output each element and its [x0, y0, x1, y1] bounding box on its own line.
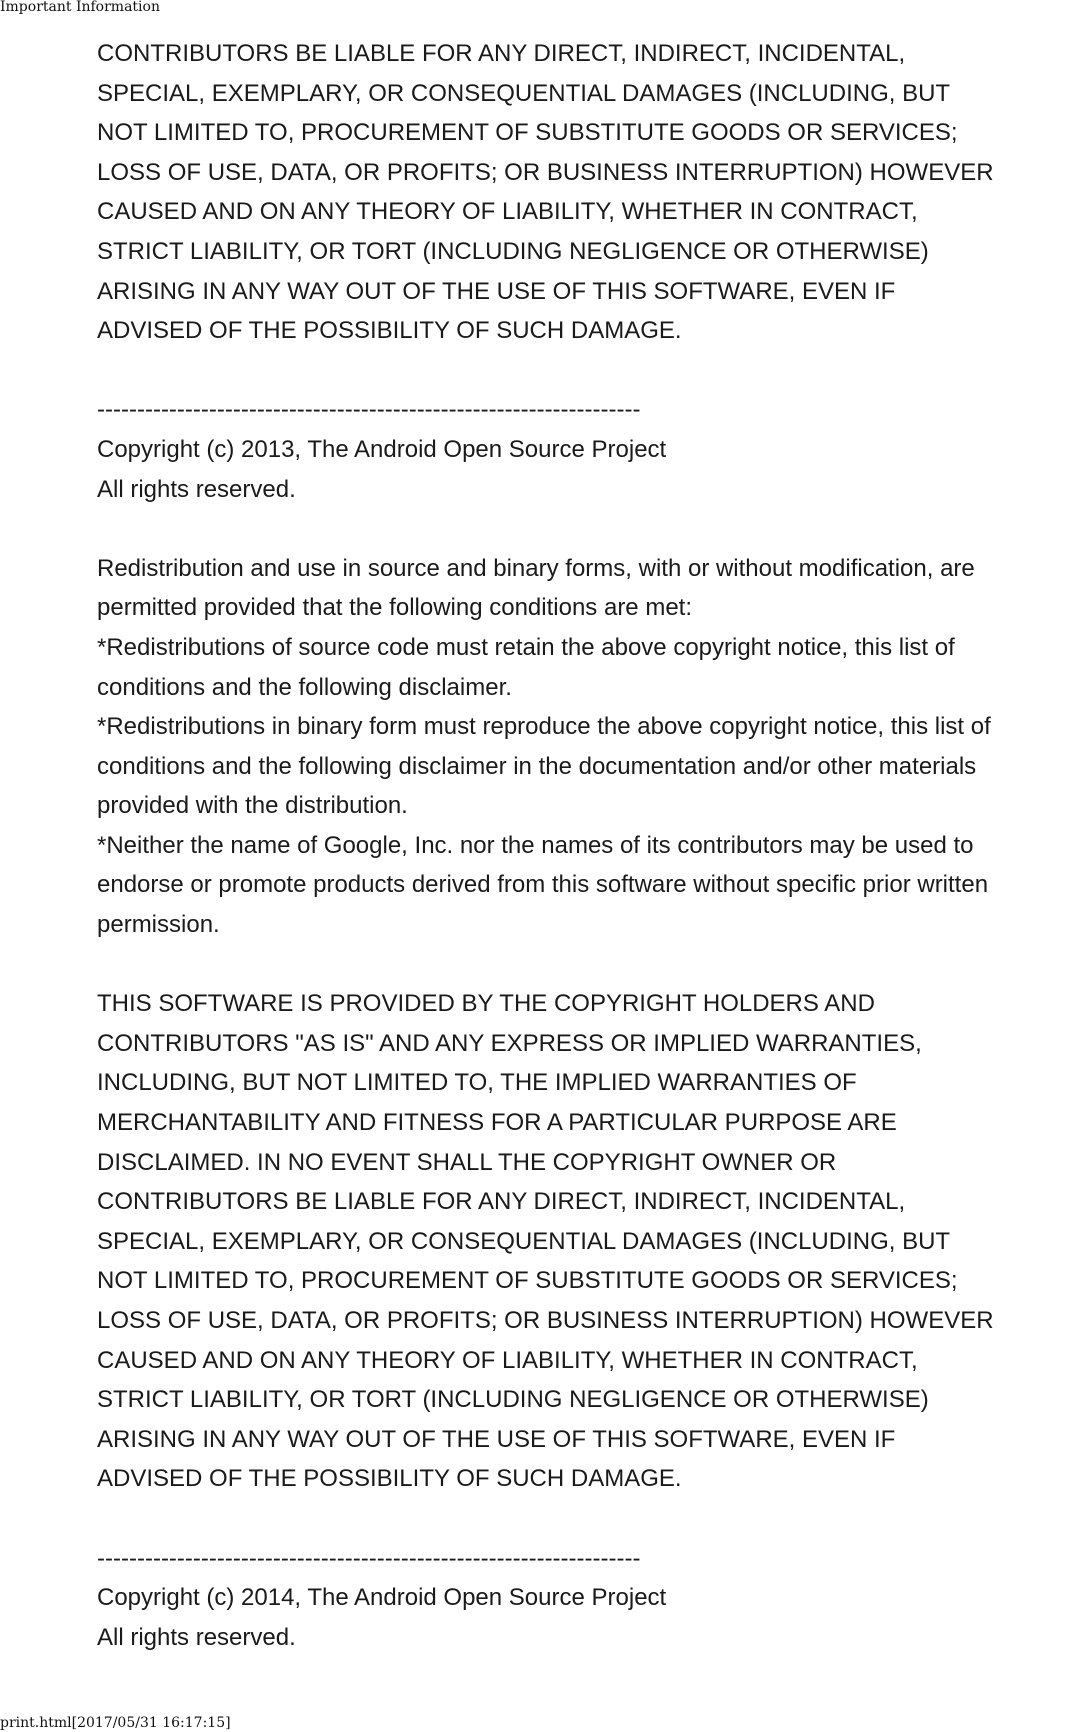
blank-line: [97, 351, 1085, 391]
copyright-line: Copyright (c) 2014, The Android Open Source Project: [97, 1584, 667, 1612]
copyright-line: Copyright (c) 2013, The Android Open Source Project: [97, 435, 667, 463]
text-line: provided with the distribution.: [97, 792, 408, 820]
blank-line: [97, 509, 1085, 549]
text-line: CAUSED AND ON ANY THEORY OF LIABILITY, WHETHER IN CONTRACT,: [97, 198, 918, 226]
text-line: MERCHANTABILITY AND FITNESS FOR A PARTICULAR PURPOSE ARE: [97, 1109, 897, 1137]
text-line: NOT LIMITED TO, PROCUREMENT OF SUBSTITUTE GOODS OR SERVICES;: [97, 119, 958, 147]
text-line: STRICT LIABILITY, OR TORT (INCLUDING NEGLIGENCE OR OTHERWISE): [97, 237, 929, 265]
text-line: CONTRIBUTORS "AS IS" AND ANY EXPRESS OR IMPLIED WARRANTIES,: [97, 1029, 922, 1057]
license-text: [97, 34, 1085, 1657]
text-line: CAUSED AND ON ANY THEORY OF LIABILITY, WHETHER IN CONTRACT,: [97, 1346, 918, 1374]
text-line: permission.: [97, 911, 220, 939]
text-line: SPECIAL, EXEMPLARY, OR CONSEQUENTIAL DAMAGES (INCLUDING, BUT: [97, 1227, 951, 1255]
text-line: ARISING IN ANY WAY OUT OF THE USE OF THIS SOFTWARE, EVEN IF: [97, 277, 896, 305]
text-line: *Redistributions of source code must retain the above copyright notice, this list of: [97, 633, 955, 661]
blank-line: [97, 945, 1085, 985]
text-line: NOT LIMITED TO, PROCUREMENT OF SUBSTITUTE GOODS OR SERVICES;: [97, 1267, 958, 1295]
text-line: *Neither the name of Google, Inc. nor the names of its contributors may be used to: [97, 831, 974, 859]
text-line: LOSS OF USE, DATA, OR PROFITS; OR BUSINESS INTERRUPTION) HOWEVER: [97, 158, 994, 186]
separator: --------------------------------------------------------------------: [97, 1544, 641, 1572]
text-line: DISCLAIMED. IN NO EVENT SHALL THE COPYRIGHT OWNER OR: [97, 1148, 837, 1176]
text-line: *Redistributions in binary form must reproduce the above copyright notice, this list of: [97, 713, 991, 741]
text-line: ADVISED OF THE POSSIBILITY OF SUCH DAMAGE.: [97, 317, 682, 345]
text-line: STRICT LIABILITY, OR TORT (INCLUDING NEGLIGENCE OR OTHERWISE): [97, 1386, 929, 1414]
text-line: permitted provided that the following conditions are met:: [97, 594, 692, 622]
text-line: ARISING IN ANY WAY OUT OF THE USE OF THIS SOFTWARE, EVEN IF: [97, 1425, 896, 1453]
text-line: conditions and the following disclaimer in the documentation and/or other materials: [97, 752, 977, 780]
text-line: conditions and the following disclaimer.: [97, 673, 512, 701]
text-line: ADVISED OF THE POSSIBILITY OF SUCH DAMAGE.: [97, 1465, 682, 1493]
page-footer: print.html[2017/05/31 16:17:15]: [0, 1715, 231, 1731]
text-line: INCLUDING, BUT NOT LIMITED TO, THE IMPLIED WARRANTIES OF: [97, 1069, 857, 1097]
text-line: Redistribution and use in source and binary forms, with or without modification, are: [97, 554, 975, 582]
text-line: endorse or promote products derived from this software without specific prior written: [97, 871, 989, 899]
text-line: LOSS OF USE, DATA, OR PROFITS; OR BUSINESS INTERRUPTION) HOWEVER: [97, 1307, 994, 1334]
rights-line: All rights reserved.: [97, 475, 296, 503]
separator: --------------------------------------------------------------------: [97, 396, 641, 424]
page-header: Important Information: [0, 0, 160, 15]
text-line: CONTRIBUTORS BE LIABLE FOR ANY DIRECT, INDIRECT, INCIDENTAL,: [97, 1188, 906, 1216]
text-line: THIS SOFTWARE IS PROVIDED BY THE COPYRIGHT HOLDERS AND: [97, 990, 875, 1018]
text-line: SPECIAL, EXEMPLARY, OR CONSEQUENTIAL DAMAGES (INCLUDING, BUT: [97, 79, 951, 107]
blank-line: [97, 1499, 1085, 1539]
text-line: CONTRIBUTORS BE LIABLE FOR ANY DIRECT, INDIRECT, INCIDENTAL,: [97, 40, 906, 67]
rights-line: All rights reserved.: [97, 1623, 296, 1651]
